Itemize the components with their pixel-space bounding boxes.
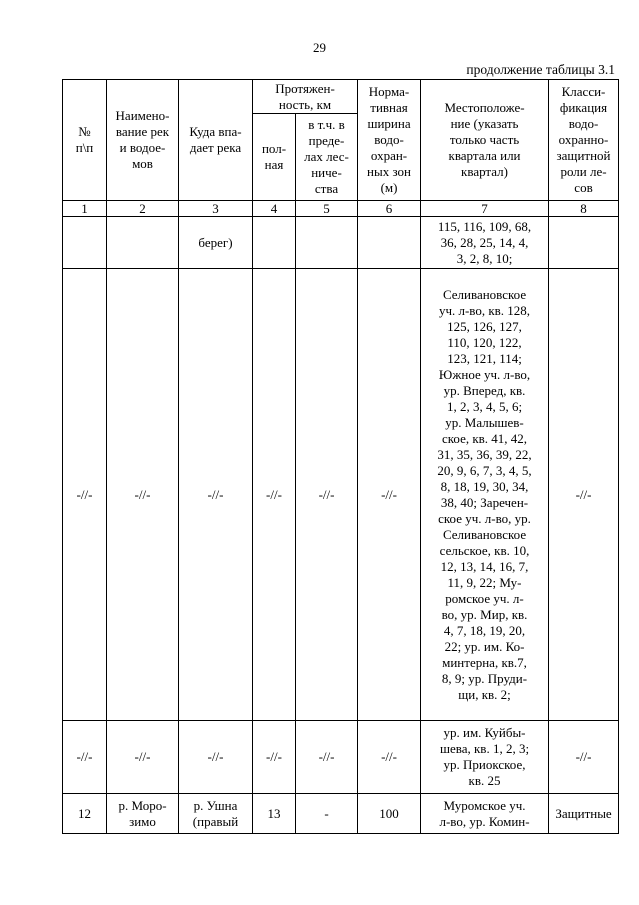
table-row — [63, 217, 619, 269]
header-location: Местоположе- ние (указать только часть квартала или квартал) — [421, 80, 549, 201]
header-length-forestry: в т.ч. в преде- лах лес- ниче- ства — [296, 114, 358, 201]
cell-classification: Защитные — [549, 794, 619, 834]
cell-number: 12 — [63, 794, 107, 834]
cell-length-total: 13 — [253, 794, 296, 834]
cell-classification: -//- — [549, 721, 619, 794]
header-zone-width: Норма- тивная ширина водо- охран- ных зон (м) — [358, 80, 421, 201]
cell-classification: -//- — [549, 269, 619, 721]
cell-name: -//- — [107, 269, 179, 721]
header-number: № п\п — [63, 80, 107, 201]
cell-location: 115, 116, 109, 68, 36, 28, 25, 14, 4, 3, 2, 8, 10; — [421, 217, 549, 269]
cell-zone-width: -//- — [358, 721, 421, 794]
header-length: Протяжен- ность, км — [253, 80, 358, 114]
column-number: 6 — [358, 201, 421, 217]
column-number: 5 — [296, 201, 358, 217]
column-number: 4 — [253, 201, 296, 217]
cell-flows-into: берег) — [179, 217, 253, 269]
cell-location: Селивановское уч. л-во, кв. 128, 125, 126, 127, 110, 120, 122, 123, 121, 114; Южное уч. л-во, ур. Вперед, кв. 1, 2, 3, 4, 5, 6; ур. Малышев- ское, кв. 41, 42, 31, 35, 36, 39, 22, 20, 9, 6, 7, 3, 4, 5, 8, 18, 19, 30, 34, 38, 40; Заречен- ское уч. л-во, ур. Селивановское сельское, кв. 10, 12, 13, 14, 16, 7, 11, 9, 22; Му- ромское уч. л- во, ур. Мир, кв. 4, 7, 18, 19, 20, 22; ур. им. Ко- минтерна, кв.7, 8, 9; ур. Пруди- щи, кв. 2; — [421, 269, 549, 721]
cell-length-total: -//- — [253, 721, 296, 794]
cell-location: ур. им. Куйбы- шева, кв. 1, 2, 3; ур. Приокское, кв. 25 — [421, 721, 549, 794]
cell-location: Муромское уч. л-во, ур. Комин- — [421, 794, 549, 834]
column-number: 8 — [549, 201, 619, 217]
column-number: 7 — [421, 201, 549, 217]
cell-length-forestry: - — [296, 794, 358, 834]
cell-flows-into: -//- — [179, 721, 253, 794]
header-name: Наимено- вание рек и водое- мов — [107, 80, 179, 201]
cell-name: -//- — [107, 721, 179, 794]
column-number: 2 — [107, 201, 179, 217]
page-number: 29 — [313, 40, 326, 55]
cell-number — [63, 217, 107, 269]
header-classification: Класси- фикация водо- охранно- защитной роли ле- сов — [549, 80, 619, 201]
header-flows-into: Куда впа- дает река — [179, 80, 253, 201]
cell-number: -//- — [63, 269, 107, 721]
cell-length-total: -//- — [253, 269, 296, 721]
cell-classification — [549, 217, 619, 269]
cell-length-total — [253, 217, 296, 269]
cell-name — [107, 217, 179, 269]
table-continuation-label: продолжение таблицы 3.1 — [466, 62, 615, 77]
cell-number: -//- — [63, 721, 107, 794]
cell-name: р. Моро- зимо — [107, 794, 179, 834]
header-length-total: пол- ная — [253, 114, 296, 201]
cell-flows-into: -//- — [179, 269, 253, 721]
cell-length-forestry — [296, 217, 358, 269]
cell-length-forestry: -//- — [296, 721, 358, 794]
cell-zone-width: -//- — [358, 269, 421, 721]
cell-zone-width — [358, 217, 421, 269]
table-row — [63, 269, 619, 721]
cell-flows-into: р. Ушна (правый — [179, 794, 253, 834]
column-number: 3 — [179, 201, 253, 217]
cell-length-forestry: -//- — [296, 269, 358, 721]
forest-water-table — [62, 79, 619, 834]
column-number: 1 — [63, 201, 107, 217]
table-row — [63, 794, 619, 834]
cell-zone-width: 100 — [358, 794, 421, 834]
table-row — [63, 721, 619, 794]
